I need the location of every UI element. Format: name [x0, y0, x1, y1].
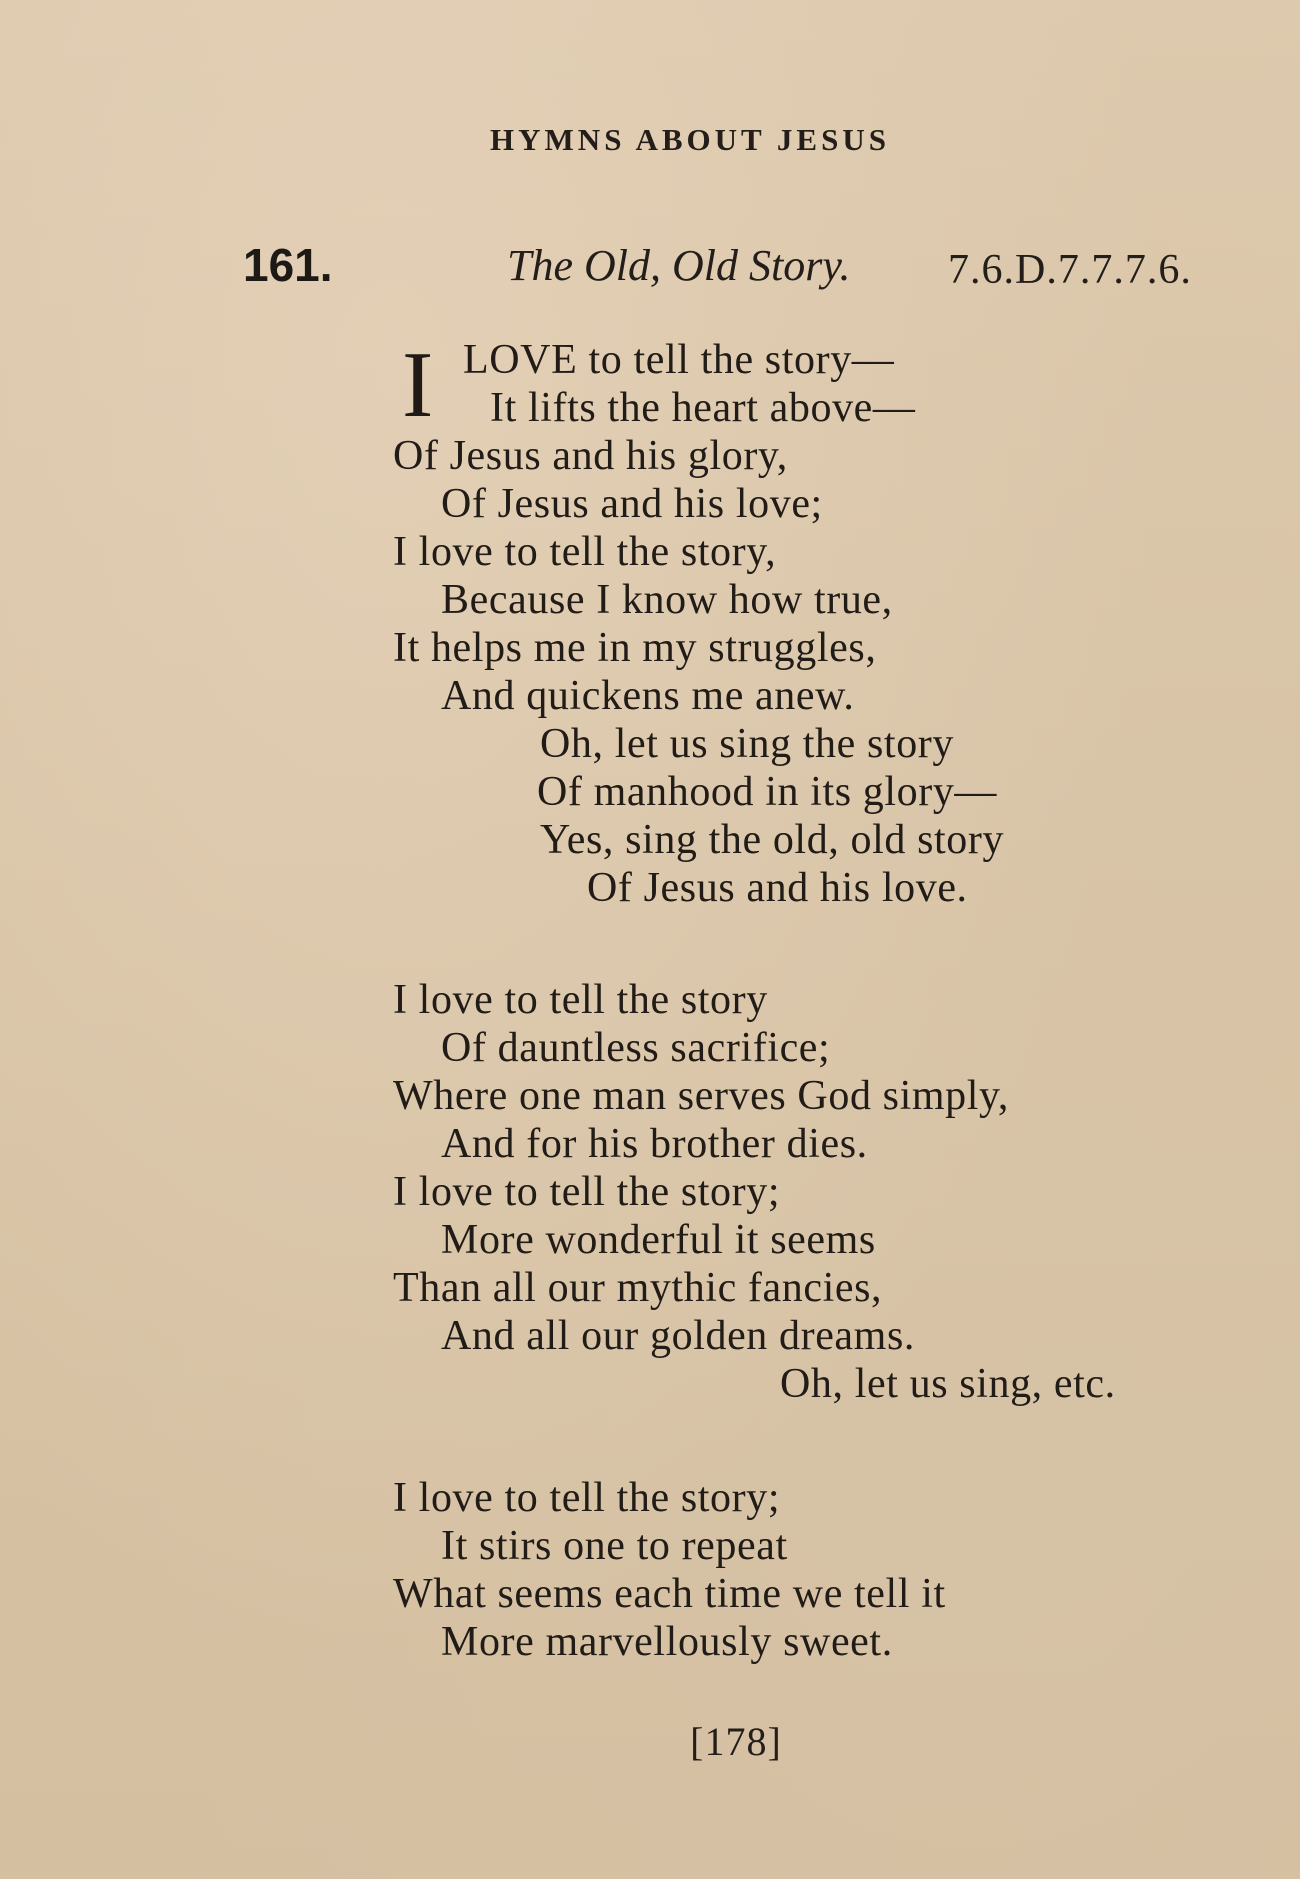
verse-line: What seems each time we tell it	[393, 1571, 946, 1617]
verse-line: It stirs one to repeat	[441, 1523, 788, 1569]
drop-cap: I	[402, 333, 434, 437]
running-head: HYMNS ABOUT JESUS	[490, 122, 890, 157]
hymn-title: The Old, Old Story.	[507, 241, 851, 290]
verse-line: And for his brother dies.	[441, 1121, 868, 1167]
verse-line: I love to tell the story,	[393, 529, 777, 575]
verse-line: LOVE to tell the story—	[463, 337, 895, 383]
hymn-number: 161.	[243, 239, 333, 291]
refrain-line: Oh, let us sing, etc.	[780, 1361, 1116, 1407]
verse-line: And quickens me anew.	[441, 673, 855, 719]
verse-line: More marvellously sweet.	[441, 1619, 893, 1665]
hymn-meter: 7.6.D.7.7.7.6.	[948, 247, 1192, 293]
verse-line: I love to tell the story	[393, 977, 768, 1023]
chorus-line: Of manhood in its glory—	[537, 769, 998, 815]
verse-line: Because I know how true,	[441, 577, 893, 623]
verse-line: Of Jesus and his glory,	[393, 433, 788, 479]
verse-line: I love to tell the story;	[393, 1475, 781, 1521]
verse-line: And all our golden dreams.	[441, 1313, 915, 1359]
page-number: [178]	[690, 1719, 782, 1764]
verse-line: I love to tell the story;	[393, 1169, 781, 1215]
verse-line: Of Jesus and his love;	[441, 481, 823, 527]
chorus-line: Of Jesus and his love.	[587, 865, 968, 911]
verse-line: More wonderful it seems	[441, 1217, 876, 1263]
verse-line: Where one man serves God simply,	[393, 1073, 1009, 1119]
chorus-line: Yes, sing the old, old story	[540, 817, 1005, 863]
verse-line: It lifts the heart above—	[490, 385, 916, 431]
verse-line: Than all our mythic fancies,	[393, 1265, 883, 1311]
verse-line: It helps me in my struggles,	[393, 625, 877, 671]
chorus-line: Oh, let us sing the story	[540, 721, 954, 767]
verse-line: Of dauntless sacrifice;	[441, 1025, 831, 1071]
